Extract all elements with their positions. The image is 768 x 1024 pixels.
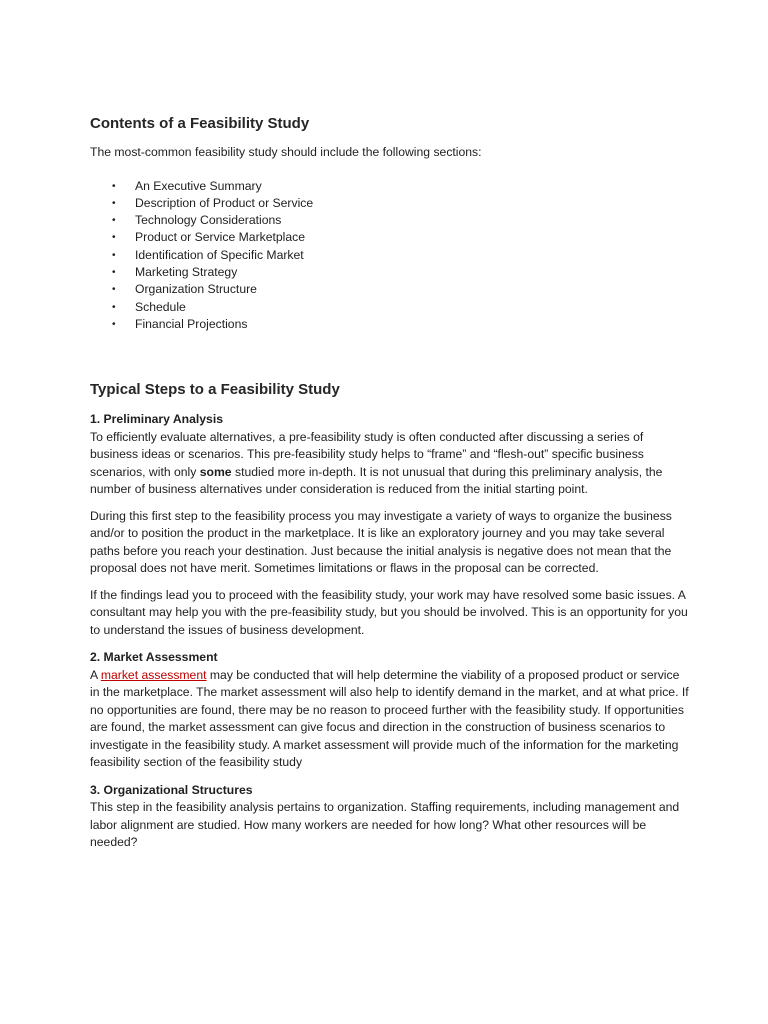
bullet-icon: • xyxy=(112,266,116,278)
list-item xyxy=(90,212,690,229)
step2-title: 2. Market Assessment xyxy=(90,650,218,665)
document-page xyxy=(90,113,690,852)
contents-intro: The most-common feasibility study should include the following sections: xyxy=(90,145,482,159)
steps-heading: Typical Steps to a Feasibility Study xyxy=(90,381,340,399)
list-item xyxy=(90,281,690,298)
step2-paragraph-1: A market assessment may be conducted that will help determine the viability of a proposed product or service in the marketplace. The market assessment will also help to identify demand in the market, and at what price. If no opportunities are found, there may be no reason to proceed further with the feasibility study. If opportunities are found, the market assessment can give focus and direction in the construction of business scenarios to investigate in the feasibility study. A market assessment will provide much of the information for the marketing feasibility section of the feasibility study xyxy=(90,667,689,770)
contents-heading: Contents of a Feasibility Study xyxy=(90,115,310,132)
bullet-icon: • xyxy=(112,180,116,192)
sections-list xyxy=(90,178,690,334)
list-item-text: Identification of Specific Market xyxy=(135,247,304,262)
bullet-icon: • xyxy=(112,215,116,227)
list-item xyxy=(90,264,690,281)
bullet-icon: • xyxy=(112,318,116,330)
market-assessment-link[interactable]: market assessment xyxy=(100,667,207,682)
step1-paragraph-2: During this first step to the feasibility process you may investigate a variety of ways to organize the business and/or to position the product in the marketplace. It is like an exploratory journey and you may take several paths before you reach your destination. Just because the initial analysis is negative does not mean that the proposal does not have merit. Sometimes limitations or flaws in the proposal can be corrected. xyxy=(90,508,672,576)
step3-title: 3. Organizational Structures xyxy=(90,782,253,797)
list-item-text: Schedule xyxy=(135,299,186,314)
list-item xyxy=(90,316,690,333)
bullet-icon: • xyxy=(112,232,116,244)
list-item xyxy=(90,195,690,212)
step1-paragraph-1: To efficiently evaluate alternatives, a pre-feasibility study is often conducted after discussing a series of business ideas or scenarios. This pre-feasibility study helps to “frame” and “flesh-out” specific business scenarios, with only some studied more in-depth. It is not unusual that during this preliminary analysis, the number of business alternatives under consideration is reduced from the initial starting point. xyxy=(90,429,663,497)
list-item-text: Description of Product or Service xyxy=(135,195,314,210)
list-item-text: Organization Structure xyxy=(135,282,257,297)
emphasis-some: some xyxy=(199,464,232,479)
bullet-icon: • xyxy=(112,301,116,313)
list-item-text: Financial Projections xyxy=(135,316,248,331)
list-item-text: Technology Considerations xyxy=(135,213,282,228)
list-item-text: Product or Service Marketplace xyxy=(135,230,306,245)
list-item xyxy=(90,229,690,246)
list-item xyxy=(90,247,690,264)
list-item-text: Marketing Strategy xyxy=(135,264,238,279)
step1-paragraph-3: If the findings lead you to proceed with the feasibility study, your work may have resolved some basic issues. A consultant may help you with the pre-feasibility study, but you should be involved. This is an opportunity for you to understand the issues of business development. xyxy=(90,587,688,637)
list-item xyxy=(90,299,690,316)
list-item xyxy=(90,178,690,195)
list-item-text: An Executive Summary xyxy=(135,178,262,193)
step1-title: 1. Preliminary Analysis xyxy=(90,412,224,427)
step3-paragraph-1: This step in the feasibility analysis pertains to organization. Staffing requirements, including management and labor alignment are studied. How many workers are needed for how long? What other resources will be needed? xyxy=(90,800,680,850)
bullet-icon: • xyxy=(112,197,116,209)
bullet-icon: • xyxy=(112,284,116,296)
bullet-icon: • xyxy=(112,249,116,261)
